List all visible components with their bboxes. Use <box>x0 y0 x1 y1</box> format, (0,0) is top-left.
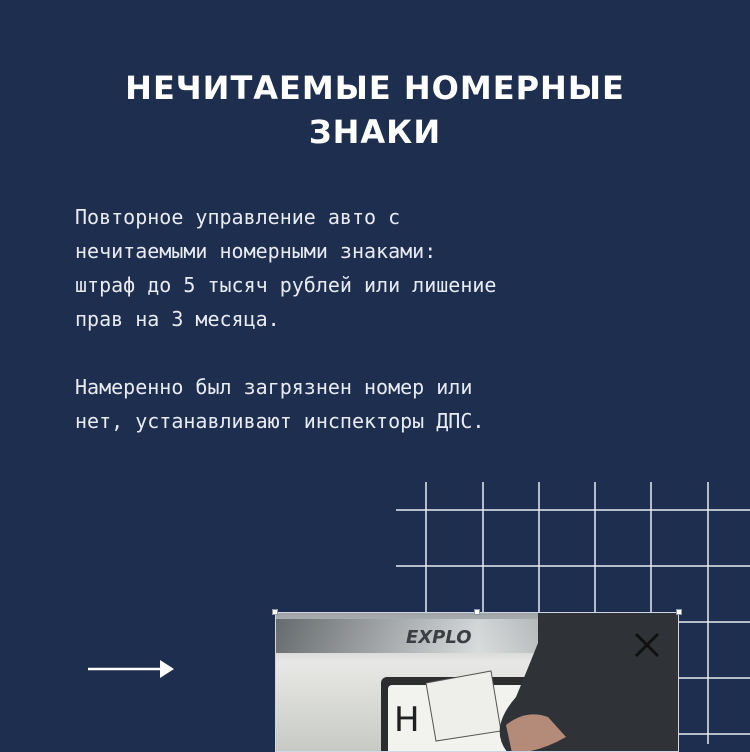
text-line: Повторное управление авто с <box>75 205 401 229</box>
photo-illustration <box>276 613 679 752</box>
text-line: штраф до 5 тысяч рублей или лишение <box>75 273 497 297</box>
body-text <box>75 200 695 472</box>
arrow-right-icon[interactable] <box>88 658 176 680</box>
title-line-1: НЕЧИТАЕМЫЕ НОМЕРНЫЕ <box>125 69 625 107</box>
resize-handle[interactable] <box>676 609 682 615</box>
resize-handle[interactable] <box>272 609 278 615</box>
paragraph-fine <box>75 200 695 336</box>
resize-handle[interactable] <box>474 609 480 615</box>
license-plate-photo <box>275 612 679 752</box>
title-line-2: ЗНАКИ <box>308 113 442 151</box>
page-title <box>0 66 750 154</box>
plate-letter: Н <box>394 700 420 740</box>
paragraph-inspectors <box>75 370 695 438</box>
text-line: Намеренно был загрязнен номер или <box>75 375 473 399</box>
text-line: прав на 3 месяца. <box>75 307 280 331</box>
text-line: нечитаемыми номерными знаками: <box>75 239 437 263</box>
close-icon[interactable] <box>632 630 662 660</box>
text-line: нет, устанавливают инспекторы ДПС. <box>75 409 485 433</box>
bumper-text: EXPLO <box>406 627 472 648</box>
